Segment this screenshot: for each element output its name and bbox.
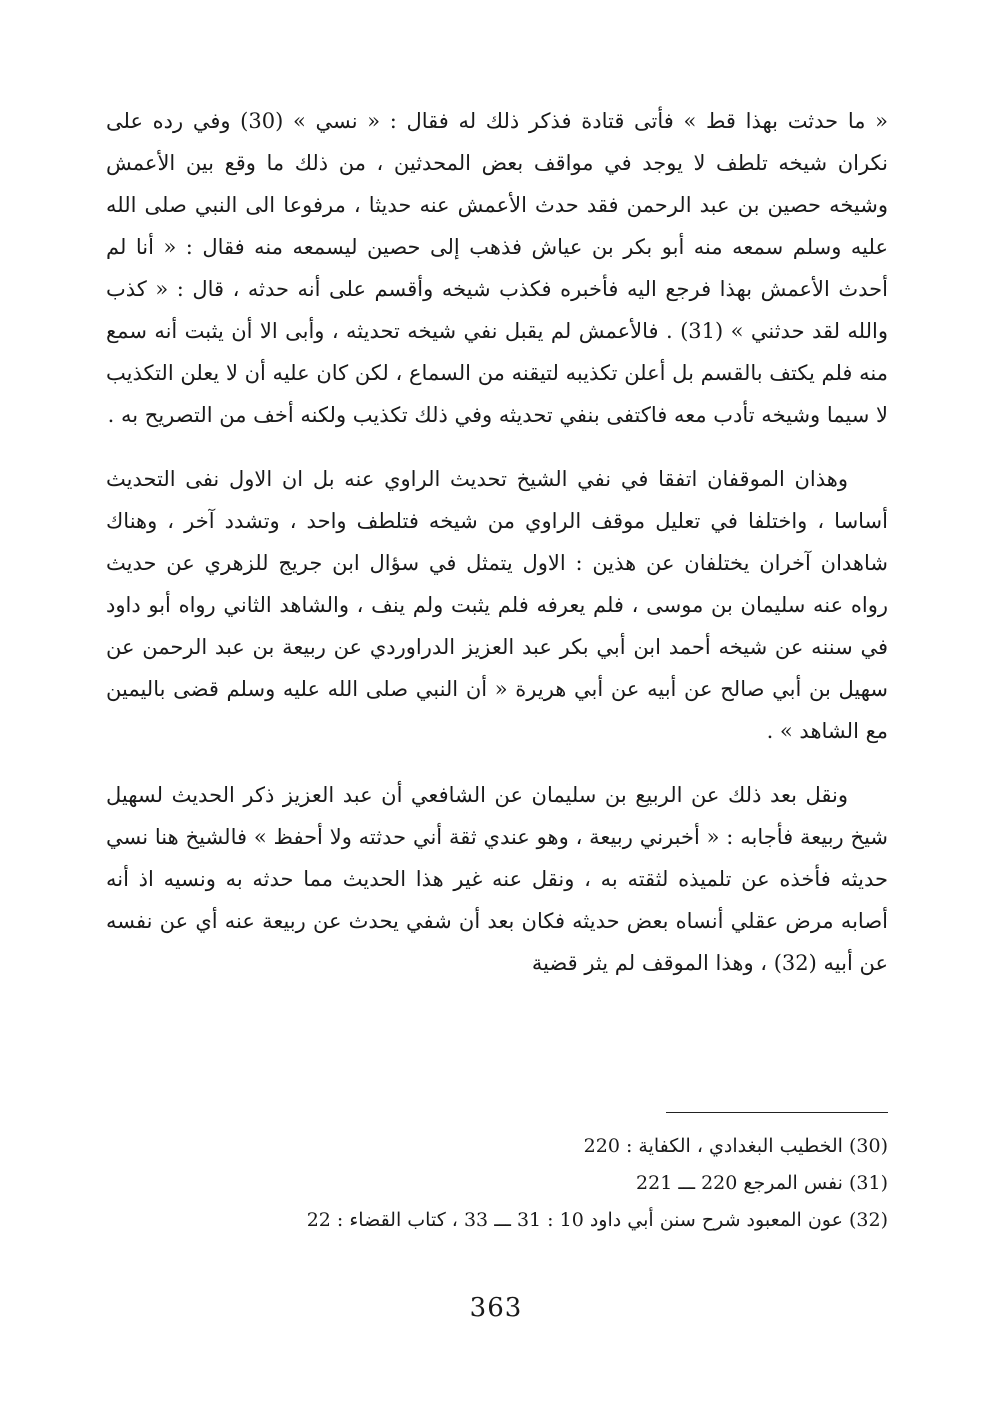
footnote: (31) نفس المرجع 220 ـــ 221 [636,1172,888,1194]
paragraph: ونقل بعد ذلك عن الربيع بن سليمان عن الشافعي أن عبد العزيز ذكر الحديث لسهيل شيخ ربيعة فأجابه : « أخبرني ربيعة ، وهو عندي ثقة أني حدثته ولا أحفظ » فالشيخ هنا نسي حديثه فأخذه عن تلميذه لثقته به ، ونقل عنه غير هذا الحديث مما حدثه به ونسيه اذ أنه أصابه مرض عقلي أنساه بعض حديثه فكان بعد أن شفي يحدث عن ربيعة عنه أي عن نفسه عن أبيه (32) ، وهذا الموقف لم يثر قضية [106,783,888,975]
paragraph: وهذان الموقفان اتفقا في نفي الشيخ تحديث الراوي عنه بل ان الاول نفى التحديث أساسا ، واختلفا في تعليل موقف الراوي من شيخه فتلطف واحد ، وتشدد آخر ، وهناك شاهدان آخران يختلفان عن هذين : الاول يتمثل في سؤال ابن جريج للزهري عن حديث رواه عنه سليمان بن موسى ، فلم يعرفه فلم يثبت ولم ينف ، والشاهد الثاني رواه أبو داود في سننه عن شيخه أحمد ابن أبي بكر عبد العزيز الدراوردي عن ربيعة بن عبد الرحمن عن سهيل بن أبي صالح عن أبيه عن أبي هريرة « أن النبي صلى الله عليه وسلم قضى باليمين مع الشاهد » . [106,467,888,743]
page-number: 363 [469,1293,523,1323]
footnotes [106,1128,888,1239]
main-text [106,100,888,984]
footnote: (30) الخطيب البغدادي ، الكفاية : 220 [583,1135,888,1157]
footnote: (32) عون المعبود شرح سنن أبي داود 10 : 31 ـــ 33 ، كتاب القضاء : 22 [306,1209,888,1231]
paragraph: « ما حدثت بهذا قط » فأتى قتادة فذكر ذلك له فقال : « نسي » (30) وفي رده على نكران شيخه تلطف لا يوجد في مواقف بعض المحدثين ، من ذلك ما وقع بين الأعمش وشيخه حصين بن عبد الرحمن فقد حدث الأعمش عنه حديثا ، مرفوعا الى النبي صلى الله عليه وسلم سمعه منه أبو بكر بن عياش فذهب إلى حصين ليسمعه منه فقال : « أنا لم أحدث الأعمش بهذا فرجع اليه فأخبره فكذب شيخه وأقسم على أنه حدثه ، قال : « كذب والله لقد حدثني » (31) . فالأعمش لم يقبل نفي شيخه تحديثه ، وأبى الا أن يثبت أنه سمع منه فلم يكتف بالقسم بل أعلن تكذيبه لتيقنه من السماع ، لكن كان عليه أن لا يعلن التكذيب لا سيما وشيخه تأدب معه فاكتفى بنفي تحديثه وفي ذلك تكذيب ولكنه أخف من التصريح به . [106,109,888,427]
footnote-separator [666,1112,888,1113]
